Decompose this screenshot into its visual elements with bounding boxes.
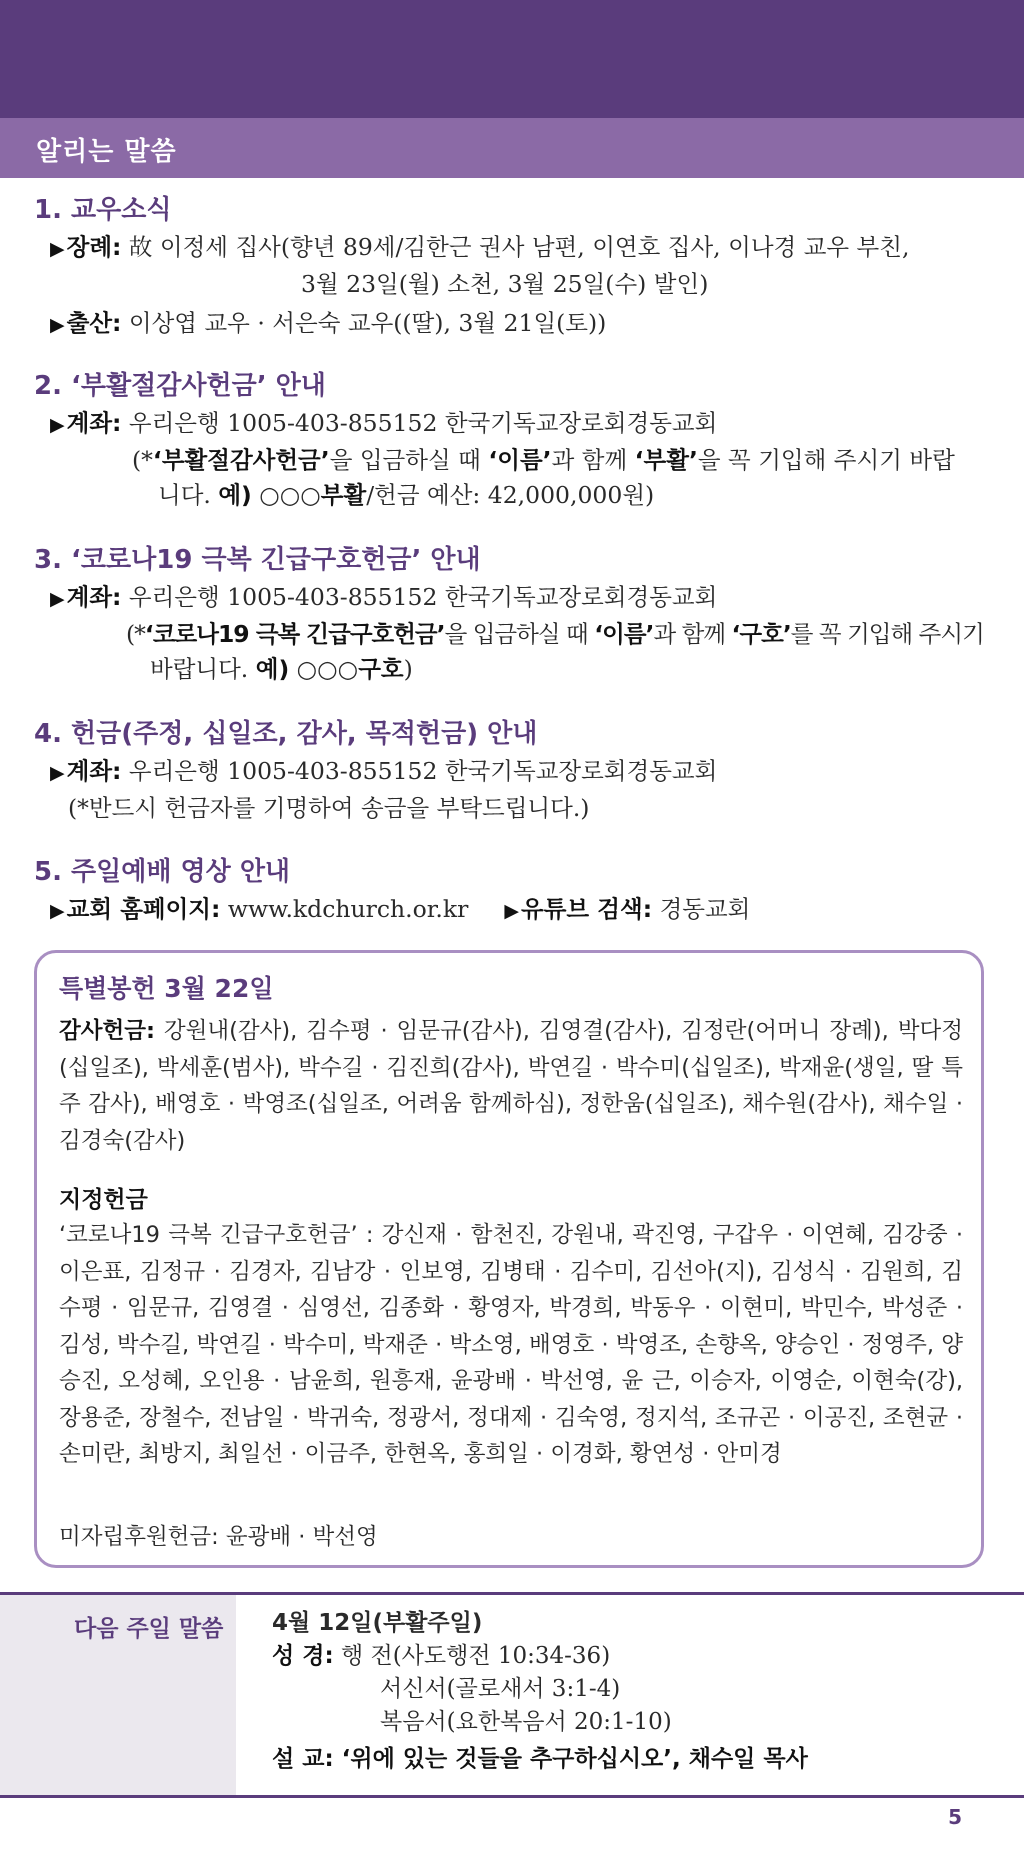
sermon-row: 설 교: ‘위에 있는 것들을 추구하십시오’, 채수일 목사 [272,1746,808,1772]
title-band [0,118,1024,178]
account-line: ▶계좌: 우리은행 1005-403-855152 한국기독교장로회경동교회 [50,757,718,785]
scripture-row-3: 복음서(요한복음서 20:1-10) [380,1709,672,1735]
section-heading: 1. 교우소식 [34,195,172,225]
note-line-2: 바랍니다. 예) ○○○구호) [150,655,413,683]
section-heading: 2. ‘부활절감사헌금’ 안내 [34,371,326,401]
note-line: (*반드시 헌금자를 기명하여 송금을 부탁드립니다.) [68,794,590,822]
section-heading: 3. ‘코로나19 극복 긴급구호헌금’ 안내 [34,545,481,575]
scripture-row-2: 서신서(골로새서 3:1-4) [380,1676,621,1702]
section-1 [34,190,1004,343]
funeral-line: ▶장례: 故 이정세 집사(향년 89세/김한근 권사 남편, 이연호 집사, 이나경 교우 부친, [50,233,910,261]
triangle-bullet-icon: ▶ [50,238,65,260]
page-number: 5 [948,1805,962,1829]
next-week-content [272,1607,808,1776]
account-line: ▶계좌: 우리은행 1005-403-855152 한국기독교장로회경동교회 [50,583,718,611]
next-week-label: 다음 주일 말씀 [74,1616,224,1642]
mijarip-text: 미자립후원헌금: 윤광배 · 박선영 [59,1524,378,1550]
triangle-bullet-icon: ▶ [50,588,65,610]
video-line: ▶교회 홈페이지: www.kdchurch.or.kr ▶유튜브 검색: 경동교회 [50,895,751,923]
section-4 [34,714,1004,826]
note-line-2: 니다. 예) ○○○부활/헌금 예산: 42,000,000원) [158,481,655,509]
page-title: 알리는 말씀 [36,137,177,167]
triangle-bullet-icon: ▶ [504,900,520,922]
special-offering-title: 특별봉헌 3월 22일 [59,974,274,1003]
triangle-bullet-icon: ▶ [50,762,65,784]
header-band [0,0,1024,118]
homepage-link[interactable]: www.kdchurch.or.kr [220,895,469,923]
triangle-bullet-icon: ▶ [50,900,65,922]
special-offering-box [34,950,984,1568]
birth-line: ▶출산: 이상엽 교우 · 서은숙 교우((딸), 3월 21일(토)) [50,309,607,337]
scripture-row: 성 경: 행 전(사도행전 10:34-36) [272,1643,611,1669]
section-2 [34,366,1004,513]
funeral-line-2: 3월 23일(월) 소천, 3월 25일(수) 발인) [301,270,709,298]
section-heading: 4. 헌금(주정, 십일조, 감사, 목적헌금) 안내 [34,719,538,749]
thanks-offering-text: 감사헌금: 강원내(감사), 김수평 · 임문규(감사), 김영결(감사), 김정란(어머니 장례), 박다정(십일조), 박세훈(범사), 박수길 · 김진희(감사), 박연길 · 박수미(십일조), 박재윤(생일, 딸 특주 감사), 배영호 · 박영조(십일조, 어려움 함께하심), 정한움(십일조), 채수원(감사), 채수일 · 김경숙(감사) [59,1018,963,1154]
triangle-bullet-icon: ▶ [50,414,65,436]
note-line: (*‘부활절감사헌금’을 입금하실 때 ‘이름’과 함께 ‘부활’을 꼭 기입해 주시기 바랍 [132,446,955,474]
divider [0,1795,1024,1798]
triangle-bullet-icon: ▶ [50,314,65,336]
section-3 [34,540,1004,687]
section-heading: 5. 주일예배 영상 안내 [34,857,291,887]
account-line: ▶계좌: 우리은행 1005-403-855152 한국기독교장로회경동교회 [50,409,718,437]
designated-title: 지정헌금 [59,1187,148,1213]
section-5 [34,852,1004,929]
designated-text: ‘코로나19 극복 긴급구호헌금’ : 강신재 · 함천진, 강원내, 곽진영, 구갑우 · 이연혜, 김강중 · 이은표, 김정규 · 김경자, 김남강 · 인보영, 김병태 · 김수미, 김선아(지), 김성식 · 김원희, 김수평 · 임문규, 김영결 · 심영선, 김종화 · 황영자, 박경희, 박동우 · 이현미, 박민수, 박성준 · 김성, 박수길, 박연길 · 박수미, 박재준 · 박소영, 배영호 · 박영조, 손향옥, 양승인 · 정영주, 양승진, 오성혜, 오인용 · 남윤희, 원흥재, 윤광배 · 박선영, 윤 근, 이승자, 이영순, 이현숙(강), 장용준, 장철수, 전남일 · 박귀숙, 정광서, 정대제 · 김숙영, 정지석, 조규곤 · 이공진, 조현균 · 손미란, 최방지, 최일선 · 이금주, 한현옥, 홍희일 · 이경화, 황연성 · 안미경 [59,1222,963,1467]
next-week-date: 4월 12일(부활주일) [272,1610,483,1636]
note-line: (*‘코로나19 극복 긴급구호헌금’을 입금하실 때 ‘이름’과 함께 ‘구호’를 꼭 기입해 주시기 [126,620,984,648]
